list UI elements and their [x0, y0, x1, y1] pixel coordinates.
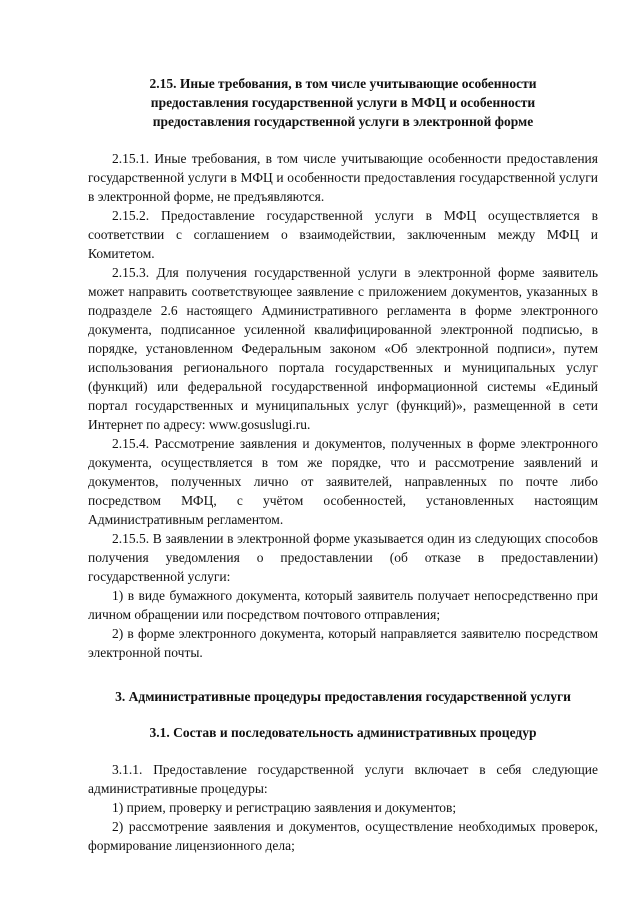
paragraph-2-15-3: 2.15.3. Для получения государственной услуги в электронной форме заявитель может направить соответствующее заявление с приложением документов, указанных в подразделе 2.6 настоящего Административного регламента в форме электронного документа, подписанное усиленной квалифицированной электронной подписью, в порядке, установленном Федеральным законом «Об электронной подписи», путем использования регионального портала государственных и муниципальных услуг (функций) или федеральной государственной информационной системы «Единый портал государственных и муниципальных услуг (функций)», размещенной в сети Интернет по адресу: www.gosuslugi.ru.	[88, 265, 598, 432]
section-3-1-heading: 3.1. Состав и последовательность административных процедур	[149, 725, 537, 740]
section-3-heading: 3. Административные процедуры предоставления государственной услуги	[115, 689, 571, 704]
section-2-15-heading-line-2: предоставления государственной услуги в МФЦ и особенности	[150, 95, 536, 110]
paragraph-2-15-2: 2.15.2. Предоставление государственной услуги в МФЦ осуществляется в соответствии с соглашением о взаимодействии, заключенным между МФЦ и Комитетом.	[88, 208, 598, 261]
list-item-review: 2) рассмотрение заявления и документов, осуществление необходимых проверок, формирование лицензионного дела;	[88, 819, 598, 853]
section-2-15-heading-line-1: 2.15. Иные требования, в том числе учитывающие особенности	[149, 76, 537, 91]
list-item-electronic-document: 2) в форме электронного документа, который направляется заявителю посредством электронной почты.	[88, 626, 598, 660]
list-item-reception: 1) прием, проверку и регистрацию заявления и документов;	[112, 800, 457, 815]
document-body	[88, 74, 598, 855]
paragraph-3-1-1: 3.1.1. Предоставление государственной услуги включает в себя следующие административные процедуры:	[88, 762, 598, 796]
paragraph-2-15-1: 2.15.1. Иные требования, в том числе учитывающие особенности предоставления государственной услуги в МФЦ и особенности предоставления государственной услуги в электронной форме, не предъявляются.	[88, 151, 598, 204]
section-2-15-heading	[88, 74, 598, 131]
list-item-paper-document: 1) в виде бумажного документа, который заявитель получает непосредственно при личном обращении или посредством почтового отправления;	[88, 588, 598, 622]
paragraph-2-15-4: 2.15.4. Рассмотрение заявления и документов, полученных в форме электронного документа, осуществляется в том же порядке, что и рассмотрение заявлений и документов, полученных лично от заявителей, направленных по почте либо посредством МФЦ, с учётом особенностей, установленных настоящим Административным регламентом.	[88, 436, 598, 527]
section-2-15-heading-line-3: предоставления государственной услуги в электронной форме	[152, 114, 534, 129]
paragraph-2-15-5: 2.15.5. В заявлении в электронной форме указывается один из следующих способов получения уведомления о предоставлении (об отказе в предоставлении) государственной услуги:	[88, 531, 598, 584]
